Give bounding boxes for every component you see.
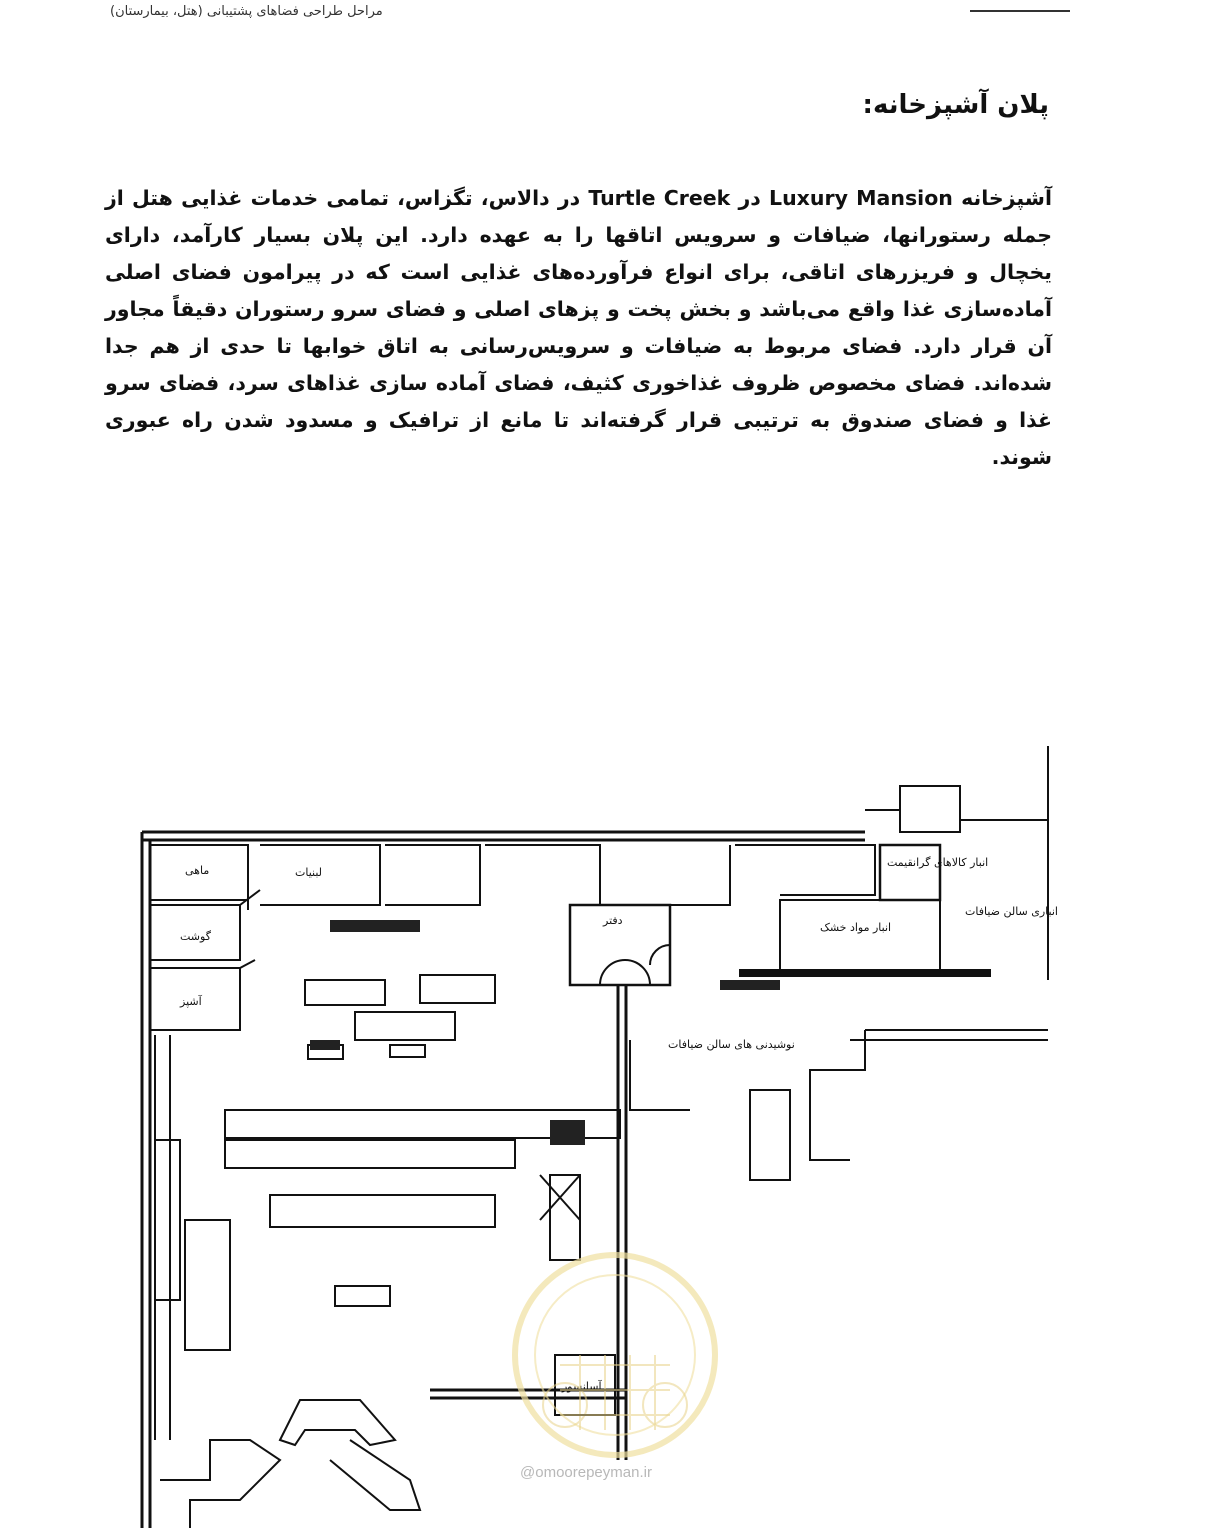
section-title: پلان آشپزخانه: (862, 90, 1049, 120)
label-fish: ماهی (185, 864, 210, 877)
body-paragraph: آشپزخانه Luxury Mansion در Turtle Creek در دالاس، تگزاس، تمامی خدمات غذایی هتل از جمله رستورانها، ضیافات و سرویس اتاقها را به عهده دارد. این پلان بسیار کارآمد، دارای یخچال و فریزرهای اتاقی، برای انواع فرآورده‌های غذایی است که در پیرامون فضای اصلی آماده‌سازی غذا واقع می‌باشد و بخش پخت و پزهای اصلی و فضای سرو رستوران دقیقاً مجاور آن قرار دارد. فضای مربوط به ضیافات و سرویس‌رسانی به اتاق خوابها تا حدی از هم جدا شده‌اند. فضای مخصوص ظروف غذاخوری کثیف، فضای آماده سازی غذاهای سرد، فضای سرو غذا و فضای صندوق به ترتیبی قرار گرفته‌اند تا مانع از ترافیک و مسدود شدن راه عبوری شوند. (105, 186, 1052, 469)
label-banquet-storage: انباری سالن ضیافات (965, 905, 1058, 918)
label-banquet-drinks: نوشیدنی های سالن ضیافات (668, 1038, 795, 1051)
label-meat: گوشت (180, 930, 211, 943)
label-chef: آشپز (180, 995, 202, 1008)
running-header-chapter: مراحل طراحی فضاهای پشتیبانی (هتل، بیمارستان) (110, 4, 383, 19)
running-header (110, 0, 1070, 32)
label-dry-storage: انبار مواد خشک (820, 921, 892, 934)
watermark-url: @omoorepeyman.ir (520, 1464, 652, 1481)
label-elevator: آسانسور (562, 1380, 602, 1393)
label-valuables: انبار کالاهای گرانقیمت (887, 856, 989, 869)
running-header-rule (970, 0, 1070, 12)
label-office: دفتر (603, 914, 623, 927)
label-dairy: لبنیات (295, 866, 323, 879)
watermark-seal (500, 1245, 730, 1475)
